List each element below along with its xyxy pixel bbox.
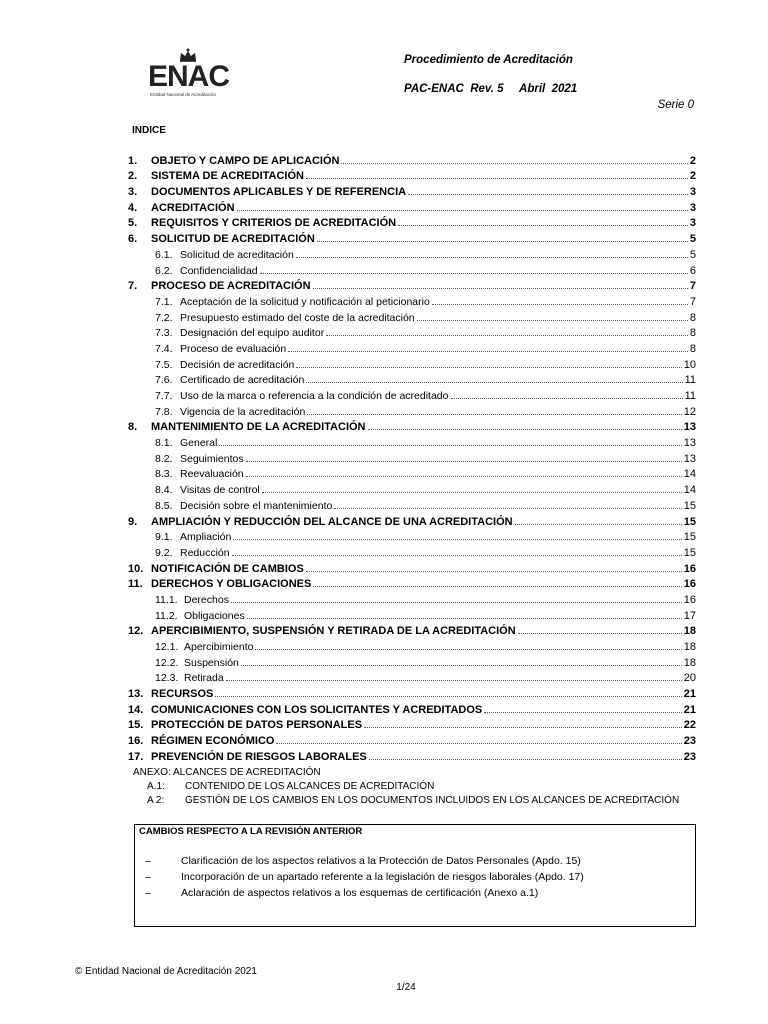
toc-leader-dots [515,524,682,525]
toc-entry-page: 14 [683,484,696,497]
toc-entry-label: Decisión de acreditación [180,358,295,371]
toc-leader-dots [317,241,688,242]
toc-leader-dots [307,414,681,415]
annex-section [133,767,679,809]
toc-entry[interactable] [128,684,696,700]
toc-entry[interactable] [128,198,696,214]
toc-entry-number: 7.7. [155,390,173,402]
toc-leader-dots [232,555,682,556]
toc-leader-dots [262,492,682,493]
change-dash: – [145,887,151,899]
toc-entry[interactable] [128,182,696,198]
toc-entry-page: 18 [683,641,696,653]
toc-entry-number: 11. [128,578,143,591]
toc-leader-dots [246,461,682,462]
toc-entry-label: REQUISITOS Y CRITERIOS DE ACREDITACIÓN [151,217,397,230]
toc-entry-number: 9.1. [155,531,173,544]
toc-leader-dots [296,257,688,258]
toc-entry-number: 13. [128,688,144,701]
toc-leader-dots [451,398,683,399]
changes-list [145,855,584,903]
toc-entry-label: Aceptación de la solicitud y notificación al peticionario [180,295,430,308]
toc-entry-page: 7 [689,280,696,293]
toc-entry-label: COMUNICACIONES CON LOS SOLICITANTES Y ACREDITADOS [151,703,483,716]
toc-leader-dots [326,335,688,336]
change-text: Aclaración de aspectos relativos a los esquemas de certificación (Anexo a.1) [181,887,539,899]
change-item [145,871,584,887]
annex-item-code: A.1: [147,781,165,792]
toc-entry-label: Presupuesto estimado del coste de la acreditación [180,311,415,324]
toc-leader-dots [313,288,688,289]
toc-entry-page: 10 [683,358,696,371]
toc-entry-page: 11 [684,374,696,387]
toc-entry-page: 18 [683,656,696,669]
toc-entry-number: 9.2. [155,546,173,559]
toc-entry-page: 13 [683,421,696,434]
toc-entry-page: 15 [683,546,696,559]
toc-entry[interactable] [128,512,696,528]
toc-entry-number: 6. [128,233,138,246]
toc-entry-number: 12.2. [155,656,179,669]
toc-entry-label: PREVENCIÓN DE RIESGOS LABORALES [151,750,367,763]
toc-entry-page: 3 [689,201,696,214]
toc-entry[interactable] [128,480,696,496]
toc-entry-label: NOTIFICACIÓN DE CAMBIOS [151,562,304,575]
toc-entry[interactable] [128,543,696,559]
toc-entry-number: 12.1. [155,641,179,653]
toc-leader-dots [231,602,682,603]
toc-entry-label: PROCESO DE ACREDITACIÓN [151,280,311,293]
toc-entry[interactable] [128,637,696,653]
toc-leader-dots [369,759,682,760]
toc-entry-label: APERCIBIMIENTO, SUSPENSIÓN Y RETIRADA DE LA ACREDITACIÓN [151,625,516,638]
annex-item [133,795,679,809]
logo-subtitle: Entidad Nacional de Acreditación [150,92,217,97]
toc-entry-label: Apercibimiento [184,641,254,653]
toc-entry-number: 7.8. [155,405,173,418]
toc-leader-dots [408,194,688,195]
toc-entry-page: 15 [683,531,696,544]
toc-entry[interactable] [128,590,696,606]
toc-entry-label: DERECHOS Y OBLIGACIONES [151,578,312,591]
toc-entry-label: Certificado de acreditación [180,374,305,387]
toc-entry[interactable] [128,402,696,418]
toc-entry[interactable] [128,151,696,167]
toc-entry[interactable] [128,418,696,434]
toc-leader-dots [246,476,682,477]
toc-entry-page: 2 [689,154,696,167]
toc-entry-label: Reevaluación [180,468,244,481]
change-text: Incorporación de un apartado referente a la legislación de riesgos laborales (Apdo. 17) [181,871,584,883]
toc-entry-page: 14 [683,468,696,481]
toc-leader-dots [306,571,682,572]
table-of-contents [128,151,696,763]
toc-entry-page: 13 [683,452,696,465]
toc-entry-label: Seguimientos [180,452,244,465]
toc-entry[interactable] [128,371,696,387]
toc-leader-dots [247,618,682,619]
toc-entry-number: 7.3. [155,327,173,340]
toc-entry[interactable] [128,669,696,685]
changes-title: CAMBIOS RESPECTO A LA REVISIÓN ANTERIOR [139,826,363,837]
toc-leader-dots [233,539,681,540]
toc-entry[interactable] [128,386,696,402]
toc-entry-label: AMPLIACIÓN Y REDUCCIÓN DEL ALCANCE DE UNA ACREDITACIÓN [151,515,513,528]
toc-entry-number: 12.3. [155,672,179,685]
toc-entry-page: 2 [689,170,696,183]
toc-leader-dots [255,649,681,650]
toc-entry-label: Ampliación [180,531,232,544]
toc-entry-page: 15 [683,515,696,528]
toc-entry[interactable] [128,528,696,544]
toc-entry-label: Suspensión [184,656,239,669]
toc-entry-number: 14. [128,703,144,716]
toc-entry-page: 18 [683,625,696,638]
toc-entry-page: 16 [683,593,696,606]
toc-entry-page: 22 [683,719,696,732]
index-title: INDICE [132,125,166,136]
toc-entry-label: SOLICITUD DE ACREDITACIÓN [151,233,315,246]
toc-entry-number: 12. [128,625,144,638]
toc-entry[interactable] [128,559,696,575]
toc-entry[interactable] [128,731,696,747]
toc-entry-page: 8 [689,311,696,324]
toc-leader-dots [306,178,688,179]
toc-leader-dots [288,351,688,352]
toc-entry-number: 6.2. [155,264,173,277]
toc-leader-dots [241,665,682,666]
toc-entry-label: Designación del equipo auditor [180,327,325,340]
logo-text: ENAC [148,60,230,93]
change-text: Clarificación de los aspectos relativos a la Protección de Datos Personales (Apdo. 15) [181,855,581,867]
toc-entry-label: ACREDITACIÓN [151,201,235,214]
toc-entry-page: 6 [689,264,696,277]
toc-entry-label: General [180,437,218,450]
toc-leader-dots [417,320,688,321]
toc-entry[interactable] [128,277,696,293]
toc-entry-label: Reducción [180,546,230,559]
toc-entry[interactable] [128,355,696,371]
toc-entry-page: 3 [689,186,696,199]
toc-leader-dots [260,273,688,274]
toc-entry-number: 11.2. [155,609,178,622]
toc-entry-label: Retirada [184,672,224,685]
toc-entry[interactable] [128,716,696,732]
toc-entry-page: 21 [683,703,696,716]
toc-entry-page: 21 [683,688,696,701]
annex-item-label: GESTIÓN DE LOS CAMBIOS EN LOS DOCUMENTOS INCLUIDOS EN LOS ALCANCES DE ACREDITACIÓN [185,795,680,806]
toc-entry-label: RÉGIMEN ECONÓMICO [151,735,275,748]
toc-leader-dots [215,696,681,697]
toc-entry[interactable] [128,496,696,512]
toc-leader-dots [518,633,682,634]
toc-entry[interactable] [128,606,696,622]
toc-entry-number: 11.1. [155,593,178,606]
toc-leader-dots [368,429,682,430]
footer-copyright: © Entidad Nacional de Acreditación 2021 [75,966,257,977]
toc-entry-page: 5 [689,233,696,246]
toc-entry-page: 7 [689,295,696,308]
toc-entry[interactable] [128,653,696,669]
toc-entry-number: 10. [128,562,144,575]
toc-entry-page: 17 [683,609,696,622]
toc-entry-page: 11 [684,390,696,402]
toc-entry-number: 15. [128,719,144,732]
toc-entry-number: 7. [128,280,138,293]
toc-entry-page: 13 [683,437,696,450]
toc-leader-dots [226,680,682,681]
toc-entry[interactable] [128,339,696,355]
toc-entry-number: 8.2. [155,452,173,465]
toc-entry-label: Vigencia de la acreditación [180,405,306,418]
toc-entry[interactable] [128,433,696,449]
toc-entry-number: 16. [128,735,144,748]
toc-entry-label: Obligaciones [184,609,245,622]
toc-entry-number: 8.5. [155,499,173,512]
toc-entry-number: 8. [128,421,138,434]
annex-item-label: CONTENIDO DE LOS ALCANCES DE ACREDITACIÓN [185,781,435,792]
doc-title: Procedimiento de Acreditación [404,54,573,66]
annex-item [133,781,679,795]
toc-leader-dots [484,712,682,713]
toc-entry-label: Decisión sobre el mantenimiento [180,499,333,512]
toc-entry-number: 8.1. [155,437,173,450]
toc-entry[interactable] [128,245,696,261]
toc-entry-number: 9. [128,515,138,528]
toc-entry[interactable] [128,747,696,763]
toc-entry-number: 7.2. [155,311,173,324]
doc-ref: PAC-ENAC Rev. 5 Abril 2021 [404,83,578,95]
toc-entry-number: 17. [128,750,144,763]
changes-box [134,824,696,927]
annex-title: ANEXO: ALCANCES DE ACREDITACIÓN [133,767,321,778]
toc-entry-label: RECURSOS [151,688,214,701]
toc-entry[interactable] [128,449,696,465]
toc-entry[interactable] [128,167,696,183]
toc-entry-number: 6.1. [155,248,173,261]
toc-entry-number: 7.4. [155,342,173,355]
toc-entry-label: Derechos [184,593,229,606]
toc-entry-page: 16 [683,562,696,575]
toc-leader-dots [296,367,681,368]
toc-entry-number: 4. [128,201,138,214]
toc-entry-number: 8.4. [155,484,173,497]
toc-entry-label: SISTEMA DE ACREDITACIÓN [151,170,304,183]
toc-entry-page: 8 [689,342,696,355]
toc-entry[interactable] [128,261,696,277]
toc-entry-page: 8 [689,327,696,340]
toc-entry-page: 12 [683,405,696,418]
toc-entry-number: 7.6. [155,374,173,387]
toc-entry[interactable] [128,575,696,591]
toc-entry-page: 23 [683,735,696,748]
toc-entry-number: 7.1. [155,295,173,308]
toc-entry-label: PROTECCIÓN DE DATOS PERSONALES [151,719,363,732]
toc-entry-label: Confidencialidad [180,264,258,277]
toc-entry-page: 5 [689,248,696,261]
toc-entry-page: 16 [683,578,696,591]
toc-leader-dots [237,210,688,211]
toc-entry-number: 5. [128,217,138,230]
toc-entry-label: DOCUMENTOS APLICABLES Y DE REFERENCIA [151,186,407,199]
toc-leader-dots [341,163,687,164]
toc-entry[interactable] [128,214,696,230]
toc-leader-dots [313,586,681,587]
toc-entry-number: 3. [128,186,138,199]
toc-entry-label: Uso de la marca o referencia a la condición de acreditado [180,390,449,402]
toc-entry-page: 3 [689,217,696,230]
toc-entry-label: Visitas de control [180,484,260,497]
toc-entry[interactable] [128,308,696,324]
toc-entry[interactable] [128,292,696,308]
toc-entry-number: 8.3. [155,468,173,481]
toc-leader-dots [398,225,688,226]
toc-entry-label: MANTENIMIENTO DE LA ACREDITACIÓN [151,421,366,434]
toc-entry[interactable] [128,229,696,245]
toc-leader-dots [306,382,682,383]
toc-entry-label: Solicitud de acreditación [180,248,294,261]
change-dash: – [145,871,151,883]
toc-entry[interactable] [128,622,696,638]
toc-leader-dots [432,304,688,305]
toc-leader-dots [334,508,681,509]
toc-leader-dots [364,727,682,728]
doc-serie: Serie 0 [657,99,694,111]
toc-entry-page: 23 [683,750,696,763]
change-item [145,855,584,871]
toc-entry-number: 1. [128,154,138,167]
toc-leader-dots [219,445,681,446]
toc-entry-number: 7.5. [155,358,173,371]
toc-entry[interactable] [128,465,696,481]
toc-entry-page: 15 [683,499,696,512]
toc-entry-page: 20 [683,672,696,685]
toc-entry-number: 2. [128,170,138,183]
toc-entry-label: Proceso de evaluación [180,342,287,355]
enac-logo [148,48,238,100]
toc-entry[interactable] [128,324,696,340]
toc-leader-dots [276,743,681,744]
page-number: 1/24 [396,982,416,993]
toc-entry[interactable] [128,700,696,716]
annex-item-code: A 2: [147,795,165,806]
change-dash: – [145,855,151,867]
change-item [145,887,584,903]
toc-entry-label: OBJETO Y CAMPO DE APLICACIÓN [151,154,340,167]
